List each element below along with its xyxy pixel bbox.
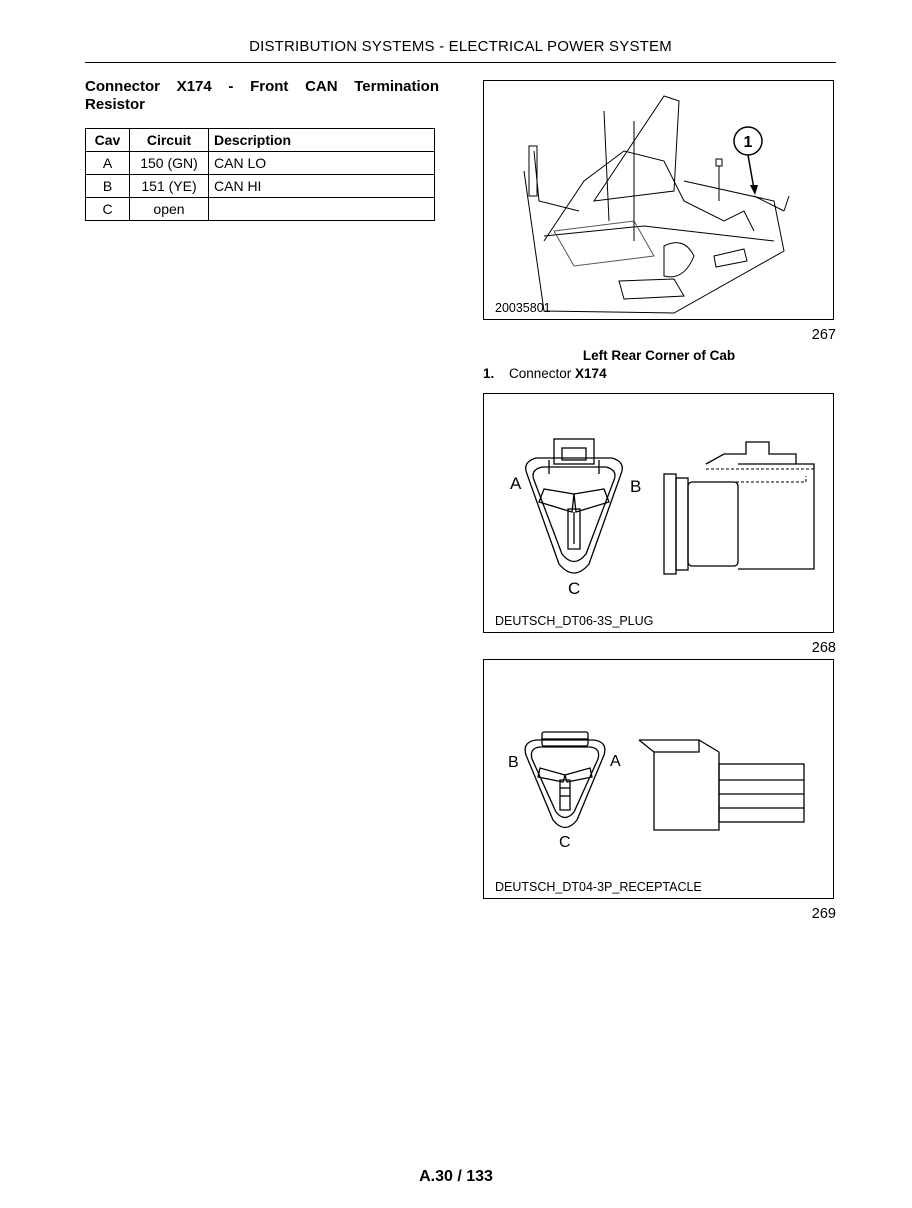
figure-code: DEUTSCH_DT04-3P_RECEPTACLE	[495, 880, 702, 894]
table-header-row	[86, 129, 435, 152]
col-description: Description	[209, 129, 435, 152]
cab-corner-illustration	[484, 81, 835, 321]
cell-circuit: 150 (GN)	[130, 152, 209, 175]
callout-arrowhead	[750, 185, 758, 195]
cell-cav: A	[86, 152, 130, 175]
table-row	[86, 152, 435, 175]
legend-text: Connector	[509, 366, 576, 381]
cell-description: CAN LO	[209, 152, 435, 175]
figure-cab-corner	[483, 80, 834, 320]
cell-cav: B	[86, 175, 130, 198]
header-rule	[85, 62, 836, 63]
pin-label-b: B	[508, 754, 519, 771]
cell-circuit: 151 (YE)	[130, 175, 209, 198]
table-row	[86, 198, 435, 221]
figure-receptacle	[483, 659, 834, 899]
legend-item	[483, 366, 607, 381]
callout-arrow	[748, 155, 754, 189]
pin-label-c: C	[568, 579, 581, 598]
pin-label-a: A	[510, 474, 522, 493]
section-title: Connector X174 - Front CAN Termination Resistor	[85, 78, 439, 113]
pin-label-b: B	[630, 477, 642, 496]
figure-number: 269	[811, 906, 836, 922]
table-row	[86, 175, 435, 198]
col-circuit: Circuit	[130, 129, 209, 152]
pin-label-a: A	[610, 753, 621, 770]
figure-number: 267	[811, 327, 836, 343]
cell-cav: C	[86, 198, 130, 221]
cell-description: CAN HI	[209, 175, 435, 198]
page-header: DISTRIBUTION SYSTEMS - ELECTRICAL POWER SYSTEM	[249, 38, 672, 55]
receptacle-illustration	[484, 660, 835, 900]
figure-code: 20035801	[495, 301, 551, 315]
legend-bold: X174	[575, 366, 607, 381]
figure-plug	[483, 393, 834, 633]
figure-number: 268	[811, 640, 836, 656]
cell-description	[209, 198, 435, 221]
col-cav: Cav	[86, 129, 130, 152]
pin-label-c: C	[559, 834, 571, 851]
callout-number: 1	[743, 134, 753, 151]
figure-code: DEUTSCH_DT06-3S_PLUG	[495, 614, 654, 628]
plug-illustration	[484, 394, 835, 634]
cavity-table	[85, 128, 435, 221]
page-number: A.30 / 133	[419, 1168, 493, 1185]
cell-circuit: open	[130, 198, 209, 221]
figure-caption: Left Rear Corner of Cab	[582, 348, 736, 363]
legend-number: 1.	[483, 366, 495, 381]
